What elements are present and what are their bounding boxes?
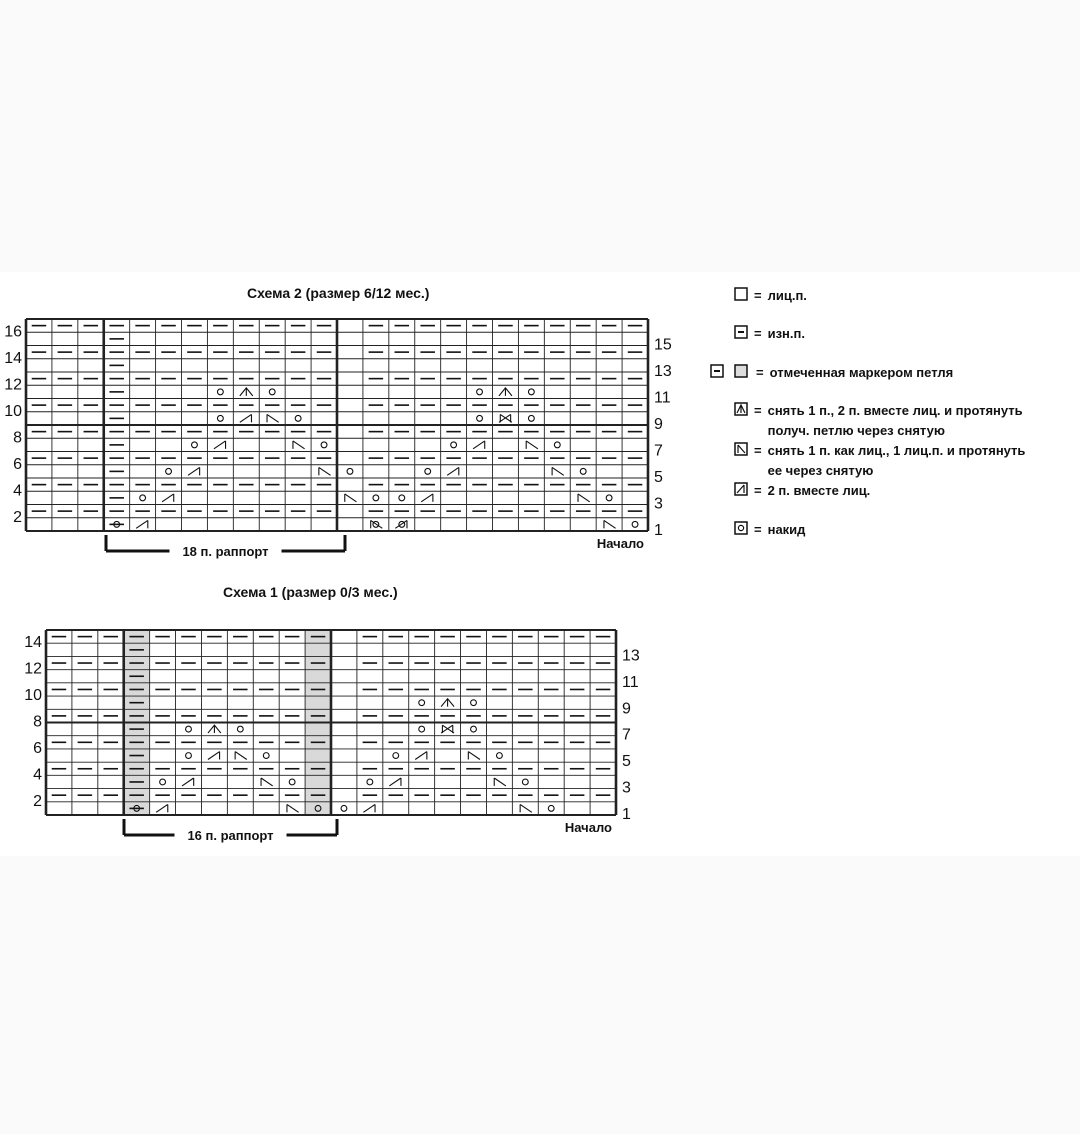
legend-item-yo: = накид xyxy=(734,520,805,541)
legend-item-s2kp: = снять 1 п., 2 п. вместе лиц. и протянуть получ. петлю через снятую xyxy=(734,401,1023,441)
chart2-row-number-left: 2 xyxy=(13,508,22,526)
chart2-row-number-left: 12 xyxy=(4,376,22,394)
chart2-row-number-right: 9 xyxy=(654,416,663,433)
chart2-row-number-right: 5 xyxy=(654,469,663,486)
chart2-row-number-left: 14 xyxy=(4,349,22,367)
chart1-rapport-label: 16 п. раппорт xyxy=(187,828,274,843)
chart1-row-number-left: 2 xyxy=(33,792,42,810)
chart2-row-number-right: 7 xyxy=(654,442,663,460)
chart1-row-number-right: 5 xyxy=(622,753,631,771)
s2kp-icon xyxy=(734,402,748,422)
chart2-row-number-left: 8 xyxy=(13,429,22,447)
chart2-row-number-right: 11 xyxy=(654,389,671,407)
chart1-row-number-left: 10 xyxy=(24,687,42,705)
chart2-row-number-right: 1 xyxy=(654,522,663,539)
legend-item-marker: = отмеченная маркером петля xyxy=(710,363,953,384)
chart1-row-number-left: 14 xyxy=(24,634,42,652)
chart1-title: Схема 1 (размер 0/3 мес.) xyxy=(223,584,398,600)
chart1-row-number-right: 7 xyxy=(622,726,631,744)
chart1-row-number-right: 11 xyxy=(622,673,639,691)
chart2-title: Схема 2 (размер 6/12 мес.) xyxy=(247,285,430,301)
chart2-row-number-right: 15 xyxy=(654,336,672,354)
chart1-row-number-left: 8 xyxy=(33,713,42,731)
chart2-row-number-left: 10 xyxy=(4,402,22,420)
chart2-start-label: Начало xyxy=(596,536,644,551)
chart1-row-number-left: 6 xyxy=(33,739,42,757)
chart2-row-number-left: 4 xyxy=(13,482,22,500)
chart2-row-number-right: 13 xyxy=(654,363,672,380)
yo-icon xyxy=(734,521,748,541)
legend-item-knit: = лиц.п. xyxy=(734,286,807,307)
chart2-row-number-left: 16 xyxy=(4,323,22,341)
chart1-row-number-left: 12 xyxy=(24,660,42,678)
knit-box-icon xyxy=(734,287,748,307)
chart1-row-number-right: 9 xyxy=(622,700,631,718)
chart1-row-number-right: 3 xyxy=(622,779,631,797)
legend-item-k2tog: = 2 п. вместе лиц. xyxy=(734,481,870,502)
legend-item-purl: = изн.п. xyxy=(734,324,805,345)
purl-box-icon xyxy=(734,325,748,345)
chart1-row-number-left: 4 xyxy=(33,766,42,784)
chart1-start-label: Начало xyxy=(564,820,612,835)
chart2-row-number-right: 3 xyxy=(654,495,663,513)
chart1-row-number-right: 1 xyxy=(622,806,631,823)
chart1-row-number-right: 13 xyxy=(622,647,640,665)
chart2-rapport-label: 18 п. раппорт xyxy=(182,544,269,559)
marker-icon xyxy=(710,364,750,384)
ssk-icon xyxy=(734,442,748,462)
legend-item-ssk: = снять 1 п. как лиц., 1 лиц.п. и протянуть ее через снятую xyxy=(734,441,1025,481)
k2tog-icon xyxy=(734,482,748,502)
chart2-row-number-left: 6 xyxy=(13,455,22,473)
